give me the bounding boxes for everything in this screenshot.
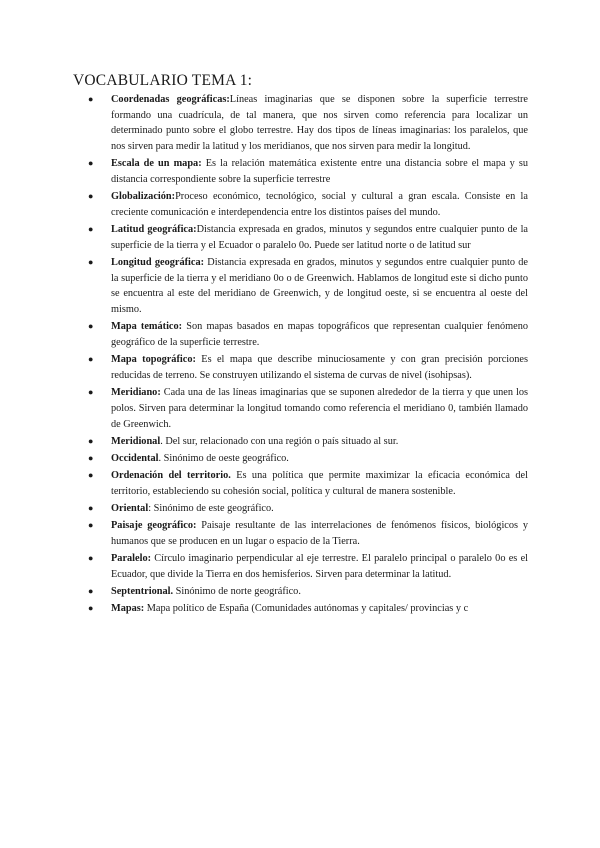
- entry-term: Mapas:: [111, 603, 145, 615]
- bullet-icon: ●: [88, 435, 94, 446]
- list-item: [88, 385, 528, 432]
- entry-definition: Son mapas basados en mapas topográficos que representan cualquier fenómeno geográfico de la superficie terrestre.: [111, 321, 528, 349]
- list-item: [88, 92, 528, 155]
- entry-term: Meridional: [111, 435, 161, 447]
- entry-term: Ordenación del territorio.: [111, 470, 231, 482]
- entry-term: Occidental: [111, 452, 159, 464]
- entry-term: Mapa temático:: [111, 321, 183, 333]
- list-item: [88, 255, 528, 318]
- entry-term: Longitud geográfica:: [111, 257, 205, 269]
- entry-term: Latitud geográfica:: [111, 224, 197, 236]
- bullet-icon: ●: [88, 586, 94, 597]
- list-item: [88, 451, 528, 467]
- list-item: [88, 319, 528, 350]
- list-item: [88, 468, 528, 499]
- entry-term: Escala de un mapa:: [111, 158, 202, 170]
- bullet-icon: ●: [88, 470, 94, 481]
- entry-term: Meridiano:: [111, 387, 161, 399]
- entry-term: Coordenadas geográficas:: [111, 94, 230, 105]
- entry-definition: Distancia expresada en grados, minutos y segundos entre cualquier punto de la superficie de la tierra y el meridiano 0o o de Greenwich. Hablamos de longitud este si dicho punto se encuentra al este del meridiano de Greenwich, y de longitud oeste, si se encuentra al oeste del mismo.: [111, 257, 528, 316]
- list-item: [88, 352, 528, 383]
- list-item: [88, 601, 528, 617]
- list-item: [88, 501, 528, 517]
- entry-definition: : Sinónimo de este geográfico.: [148, 503, 274, 515]
- list-item: [88, 551, 528, 582]
- list-item: [88, 222, 528, 253]
- entry-definition: Es la relación matemática existente entre una distancia sobre el mapa y su distancia correspondiente sobre la superficie terrestre: [111, 158, 529, 186]
- bullet-icon: ●: [88, 387, 94, 398]
- bullet-icon: ●: [88, 603, 94, 614]
- entry-definition: . Del sur, relacionado con una región o país situado al sur.: [160, 435, 399, 447]
- page-title: VOCABULARIO TEMA 1:: [73, 72, 253, 89]
- entry-definition: Es una política que permite maximizar la eficacia económica del territorio, estableciendo su cohesión social, política y cultural de manera sostenible.: [111, 470, 528, 497]
- bullet-icon: ●: [88, 354, 94, 365]
- entry-definition: Distancia expresada en grados, minutos y segundos entre cualquier punto de la superficie de la tierra y el Ecuador o paralelo 0o. Puede ser latitud norte o de latitud sur: [111, 224, 528, 251]
- entry-term: Mapa topográfico:: [111, 354, 196, 366]
- bullet-icon: ●: [88, 520, 94, 531]
- bullet-icon: ●: [88, 158, 94, 169]
- entry-definition: Mapa político de España (Comunidades autónomas y capitales/ provincias y c: [144, 603, 469, 615]
- list-item: [88, 156, 528, 187]
- entry-definition: Cada una de las líneas imaginarias que se suponen alrededor de la tierra y que unen los polos. Sirven para determinar la longitud tomando como referencia el meridiano 0, también llamado de Greenwich.: [111, 387, 528, 430]
- bullet-icon: ●: [88, 452, 94, 463]
- bullet-icon: ●: [88, 94, 94, 104]
- bullet-icon: ●: [88, 224, 94, 235]
- bullet-icon: ●: [88, 503, 94, 514]
- entry-term: Oriental: [111, 503, 149, 515]
- entry-definition: Paisaje resultante de las interrelaciones de fenómenos físicos, biológicos y humanos que se producen en un lugar o espacio de la Tierra.: [111, 520, 528, 547]
- entry-definition: Sinónimo de norte geográfico.: [173, 586, 301, 598]
- vocabulary-list: [88, 92, 528, 619]
- bullet-icon: ●: [88, 321, 94, 332]
- bullet-icon: ●: [88, 257, 94, 268]
- list-item: [88, 584, 528, 600]
- entry-term: Septentrional.: [111, 586, 174, 598]
- entry-definition: Líneas imaginarias que se disponen sobre la superficie terrestre formando una cuadrícula, de tal manera, que nos sirven como referencia para localizar un determinado punto sobre el globo terrestre. Hay dos tipos de líneas imaginarias: los paralelos, que nos sirven para medir la latitud y los meridianos, que nos sirven para medir la longitud.: [111, 94, 528, 153]
- list-item: [88, 518, 528, 549]
- bullet-icon: ●: [88, 191, 94, 202]
- bullet-icon: ●: [88, 553, 94, 564]
- entry-term: Globalización:: [111, 191, 176, 203]
- entry-definition: . Sinónimo de oeste geográfico.: [158, 452, 289, 464]
- entry-term: Paisaje geográfico:: [111, 520, 197, 532]
- entry-definition: Proceso económico, tecnológico, social y cultural a gran escala. Consiste en la creciente comunicación e interdependencia entre los distintos países del mundo.: [111, 191, 528, 218]
- entry-definition: Es el mapa que describe minuciosamente y con gran precisión porciones reducidas de terreno. Se construyen utilizando el sistema de curvas de nivel (isohipsas).: [111, 354, 528, 381]
- entry-term: Paralelo:: [111, 553, 152, 565]
- entry-definition: Círculo imaginario perpendicular al eje terrestre. El paralelo principal o paralelo 0o es el Ecuador, que divide la Tierra en dos hemisferios. Sirven para determinar la latitud.: [111, 553, 528, 580]
- list-item: [88, 189, 528, 220]
- list-item: [88, 434, 528, 450]
